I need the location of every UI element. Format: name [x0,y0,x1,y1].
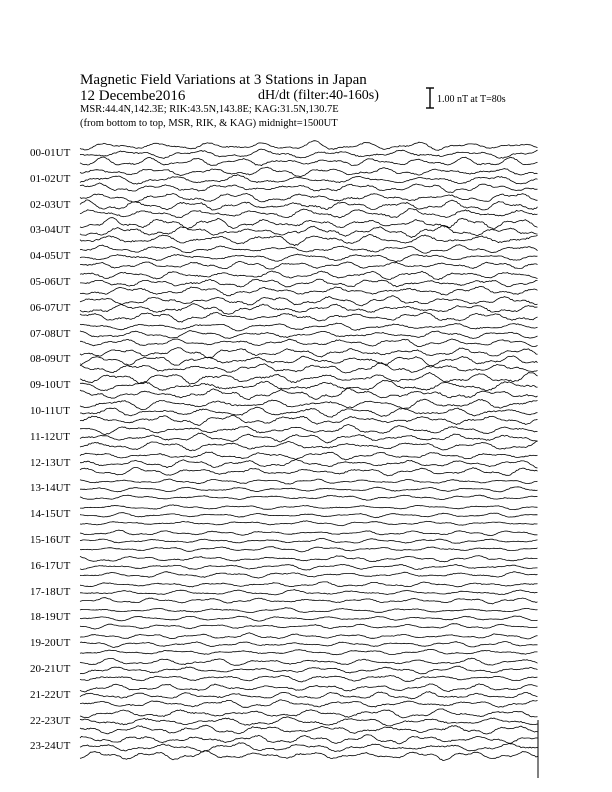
hour-label: 04-05UT [30,250,71,263]
trace-13-14UT-KAG [80,479,538,484]
trace-04-05UT-MSR [80,261,538,269]
trace-04-05UT-RIK [80,254,538,261]
trace-07-08UT-MSR [80,339,538,347]
trace-18-19UT-KAG [80,608,538,613]
hour-label: 12-13UT [30,456,71,469]
trace-22-23UT-KAG [80,709,538,718]
hour-label: 11-12UT [30,430,70,443]
trace-04-05UT-KAG [80,245,538,253]
trace-21-22UT-RIK [80,692,538,699]
trace-12-13UT-MSR [80,468,538,476]
trace-10-11UT-KAG [80,399,538,410]
trace-23-24UT-RIK [80,743,538,752]
trace-01-02UT-KAG [80,167,538,177]
trace-22-23UT-MSR [80,725,538,734]
trace-10-11UT-MSR [80,416,538,426]
scale-bar [426,88,434,108]
trace-12-13UT-KAG [80,452,538,460]
trace-02-03UT-KAG [80,193,538,202]
trace-15-16UT-RIK [80,538,538,543]
trace-14-15UT-KAG [80,505,538,510]
trace-12-13UT-RIK [80,459,538,468]
trace-00-01UT-RIK [80,149,538,158]
hour-label: 20-21UT [30,663,71,675]
hour-label: 07-08UT [30,327,71,340]
trace-15-16UT-MSR [80,547,538,552]
hour-label: 02-03UT [30,198,71,211]
trace-02-03UT-RIK [80,200,538,210]
hour-label: 05-06UT [30,276,71,288]
hour-label: 06-07UT [30,301,71,314]
trace-09-10UT-KAG [80,373,538,385]
trace-08-09UT-RIK [80,356,538,366]
trace-17-18UT-KAG [80,582,538,587]
trace-14-15UT-RIK [80,513,538,518]
hour-label: 08-09UT [30,353,71,366]
hour-label: 18-19UT [30,611,71,624]
trace-21-22UT-MSR [80,700,538,708]
hour-label: 01-02UT [30,172,71,185]
trace-03-04UT-RIK [80,225,538,237]
hour-label: 00-01UT [30,147,71,159]
trace-13-14UT-MSR [80,495,538,500]
station-order-note: (from bottom to top, MSR, RIK, & KAG) midnight=1500UT [80,118,338,129]
trace-20-21UT-KAG [80,658,538,665]
trace-19-20UT-RIK [80,642,538,648]
chart-date: 12 Decembe2016 [80,88,186,104]
hour-label: 22-23UT [30,714,71,727]
trace-09-10UT-RIK [80,380,538,390]
chart-filter: dH/dt (filter:40-160s) [258,88,379,103]
trace-05-06UT-KAG [80,271,538,280]
trace-11-12UT-KAG [80,425,538,435]
hour-label: 16-17UT [30,559,71,572]
hour-label: 17-18UT [30,585,71,598]
trace-02-03UT-MSR [80,209,538,218]
trace-05-06UT-RIK [80,279,538,287]
trace-08-09UT-KAG [80,348,538,358]
trace-23-24UT-KAG [80,735,538,744]
hour-label: 23-24UT [30,740,71,753]
hour-label: 15-16UT [30,534,71,546]
trace-08-09UT-MSR [80,363,538,373]
hour-label: 19-20UT [30,637,71,650]
trace-11-12UT-RIK [80,433,538,443]
trace-17-18UT-RIK [80,590,538,595]
trace-06-07UT-KAG [80,296,538,306]
trace-05-06UT-MSR [80,286,538,295]
trace-11-12UT-MSR [80,441,538,451]
trace-14-15UT-MSR [80,521,538,526]
hour-label: 09-10UT [30,379,71,392]
trace-20-21UT-MSR [80,676,538,682]
trace-23-24UT-MSR [80,751,538,761]
scale-bar-label: 1.00 nT at T=80s [437,94,506,105]
trace-07-08UT-KAG [80,323,538,331]
trace-03-04UT-MSR [80,234,538,245]
trace-22-23UT-RIK [80,717,538,726]
trace-20-21UT-RIK [80,666,538,674]
hour-label: 03-04UT [30,224,71,237]
hour-label: 14-15UT [30,508,71,521]
trace-21-22UT-KAG [80,684,538,692]
trace-18-19UT-MSR [80,624,538,629]
hour-label: 13-14UT [30,482,71,495]
hour-label: 21-22UT [30,688,71,701]
trace-16-17UT-KAG [80,556,538,562]
trace-16-17UT-RIK [80,565,538,571]
trace-06-07UT-MSR [80,312,538,322]
trace-01-02UT-RIK [80,175,538,185]
trace-00-01UT-KAG [80,141,538,151]
trace-18-19UT-RIK [80,616,538,621]
trace-09-10UT-MSR [80,389,538,400]
trace-07-08UT-RIK [80,331,538,339]
trace-17-18UT-MSR [80,598,538,604]
trace-16-17UT-MSR [80,572,538,578]
trace-06-07UT-RIK [80,304,538,315]
hour-label: 10-11UT [30,405,70,417]
trace-10-11UT-RIK [80,407,538,417]
trace-19-20UT-KAG [80,633,538,639]
trace-01-02UT-MSR [80,183,538,193]
trace-15-16UT-KAG [80,530,538,535]
station-coordinates: MSR:44.4N,142.3E; RIK:43.5N,143.8E; KAG:31.5N,130.7E [80,104,339,115]
trace-00-01UT-MSR [80,157,538,166]
trace-19-20UT-MSR [80,649,538,654]
trace-group [80,141,538,778]
chart-title: Magnetic Field Variations at 3 Stations in Japan [80,72,367,88]
trace-13-14UT-RIK [80,487,538,492]
